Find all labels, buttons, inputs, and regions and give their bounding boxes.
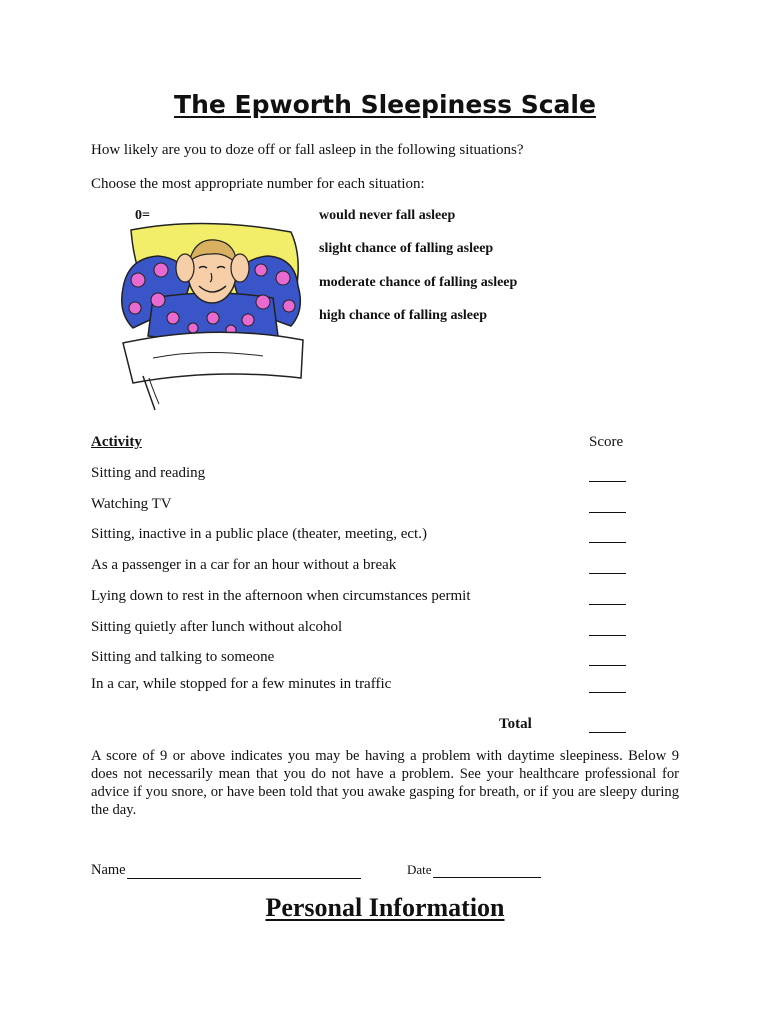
activity-row-label: In a car, while stopped for a few minutes in traffic bbox=[91, 676, 392, 692]
section-title: Personal Information bbox=[265, 893, 505, 922]
activity-row-label: Sitting, inactive in a public place (theater, meeting, ect.) bbox=[91, 526, 427, 542]
score-blank[interactable] bbox=[589, 467, 626, 482]
sleeping-man-illustration bbox=[113, 218, 308, 413]
activity-header: Activity bbox=[91, 434, 142, 450]
score-blank[interactable] bbox=[589, 528, 626, 543]
legend-item-2: moderate chance of falling asleep bbox=[319, 275, 518, 290]
score-blank[interactable] bbox=[589, 678, 626, 693]
score-blank[interactable] bbox=[589, 590, 626, 605]
intro-instruction: Choose the most appropriate number for each situation: bbox=[91, 176, 425, 192]
name-label: Name bbox=[91, 862, 126, 878]
activity-row-label: As a passenger in a car for an hour without a break bbox=[91, 557, 397, 573]
total-score-blank[interactable] bbox=[589, 718, 626, 733]
score-header: Score bbox=[589, 434, 624, 450]
activity-row-label: Watching TV bbox=[91, 496, 172, 512]
date-label: Date bbox=[407, 862, 432, 877]
activity-row-label: Lying down to rest in the afternoon when circumstances permit bbox=[91, 588, 471, 604]
date-line[interactable] bbox=[433, 863, 541, 878]
legend-item-3: high chance of falling asleep bbox=[319, 308, 488, 323]
page-title: The Epworth Sleepiness Scale bbox=[174, 90, 596, 119]
activity-row-label: Sitting and talking to someone bbox=[91, 649, 275, 665]
legend-item-0: would never fall asleep bbox=[319, 208, 456, 223]
score-blank[interactable] bbox=[589, 498, 626, 513]
date-field[interactable] bbox=[407, 862, 541, 878]
score-blank[interactable] bbox=[589, 559, 626, 574]
score-interpretation-note: A score of 9 or above indicates you may be having a problem with daytime sleepiness. Below 9 does not necessarily mean that you do not have a problem. See your healthcare professional for advice if you snore, or have been told that you awake gasping for breath, or if you are sleepy during the day. bbox=[91, 748, 679, 818]
intro-question: How likely are you to doze off or fall asleep in the following situations? bbox=[91, 142, 524, 158]
score-blank[interactable] bbox=[589, 651, 626, 666]
name-field[interactable] bbox=[91, 862, 361, 879]
activity-row-label: Sitting quietly after lunch without alcohol bbox=[91, 619, 343, 635]
activity-row-label: Sitting and reading bbox=[91, 465, 206, 481]
score-blank[interactable] bbox=[589, 621, 626, 636]
name-line[interactable] bbox=[127, 864, 361, 879]
legend-number-label: 0= bbox=[135, 208, 150, 223]
legend-item-1: slight chance of falling asleep bbox=[319, 241, 494, 256]
total-label: Total bbox=[499, 716, 532, 732]
